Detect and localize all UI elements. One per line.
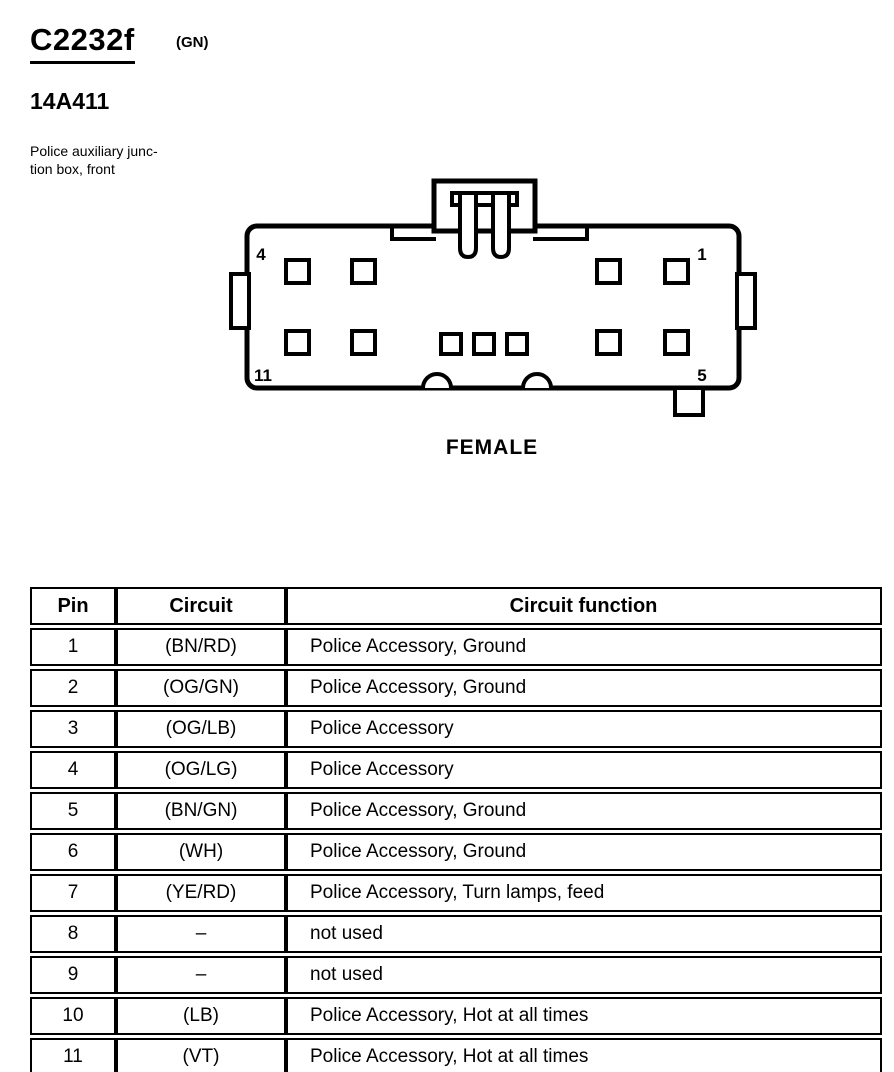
table-header-row: [30, 587, 882, 625]
pin-cavity: [474, 334, 494, 354]
pin-number-top-right: 1: [697, 245, 707, 264]
description-line-1: Police auxiliary junc-: [30, 143, 158, 159]
table-row: [30, 833, 882, 871]
pin-cell: 6: [30, 833, 116, 871]
circuit-cell: (BN/RD): [116, 628, 286, 666]
pin-cavity: [441, 334, 461, 354]
header-circuit-function: Circuit function: [286, 587, 882, 625]
bottom-right-tab: [675, 388, 703, 415]
table-row: [30, 997, 882, 1035]
circuit-function-cell: Police Accessory, Ground: [286, 628, 882, 666]
latch-prong-right: [493, 195, 509, 257]
circuit-cell: (VT): [116, 1038, 286, 1072]
circuit-function-cell: Police Accessory, Turn lamps, feed: [286, 874, 882, 912]
connector-description: [30, 142, 158, 178]
circuit-function-cell: Police Accessory, Ground: [286, 669, 882, 707]
pin-number-bottom-right: 5: [697, 366, 707, 385]
pin-cell: 4: [30, 751, 116, 789]
circuit-cell: (YE/RD): [116, 874, 286, 912]
pin-cell: 9: [30, 956, 116, 994]
description-line-2: tion box, front: [30, 161, 115, 177]
bottom-notch: [423, 374, 451, 388]
pin-cell: 2: [30, 669, 116, 707]
pin-cavity: [286, 260, 309, 283]
circuit-cell: (BN/GN): [116, 792, 286, 830]
table-row: [30, 956, 882, 994]
table-row: [30, 1038, 882, 1072]
circuit-cell: (LB): [116, 997, 286, 1035]
circuit-function-cell: Police Accessory, Hot at all times: [286, 1038, 882, 1072]
pin-cavity: [597, 260, 620, 283]
table-row: [30, 669, 882, 707]
circuit-function-cell: Police Accessory, Hot at all times: [286, 997, 882, 1035]
pin-cavity: [597, 331, 620, 354]
circuit-function-cell: Police Accessory, Ground: [286, 792, 882, 830]
pin-cell: 7: [30, 874, 116, 912]
pinout-table: [30, 584, 882, 1072]
pin-cavity: [352, 331, 375, 354]
pin-cavity: [665, 260, 688, 283]
left-side-tab: [231, 274, 249, 328]
circuit-function-cell: Police Accessory, Ground: [286, 833, 882, 871]
latch-prong-left: [460, 195, 476, 257]
pin-cavity: [665, 331, 688, 354]
pin-cell: 10: [30, 997, 116, 1035]
circuit-cell: (OG/LG): [116, 751, 286, 789]
pin-number-bottom-left: 11: [254, 366, 272, 385]
pin-number-top-left: 4: [256, 245, 266, 264]
header-pin: Pin: [30, 587, 116, 625]
table-row: [30, 792, 882, 830]
part-number: 14A411: [30, 88, 110, 114]
table-row: [30, 874, 882, 912]
pin-cavity: [286, 331, 309, 354]
bottom-notch: [523, 374, 551, 388]
pin-cell: 5: [30, 792, 116, 830]
circuit-function-cell: not used: [286, 915, 882, 953]
circuit-cell: (WH): [116, 833, 286, 871]
circuit-cell: –: [116, 956, 286, 994]
pin-cavity: [352, 260, 375, 283]
circuit-cell: (OG/LB): [116, 710, 286, 748]
pin-cavity: [507, 334, 527, 354]
circuit-function-cell: Police Accessory: [286, 751, 882, 789]
connector-diagram: [212, 178, 772, 423]
circuit-cell: (OG/GN): [116, 669, 286, 707]
connector-id-title: C2232f: [30, 22, 135, 64]
header-circuit: Circuit: [116, 587, 286, 625]
circuit-cell: –: [116, 915, 286, 953]
table-row: [30, 710, 882, 748]
circuit-function-cell: not used: [286, 956, 882, 994]
right-side-tab: [737, 274, 755, 328]
table-row: [30, 628, 882, 666]
pin-cell: 11: [30, 1038, 116, 1072]
table-row: [30, 915, 882, 953]
table-row: [30, 751, 882, 789]
pin-cell: 3: [30, 710, 116, 748]
pin-cell: 8: [30, 915, 116, 953]
pin-cell: 1: [30, 628, 116, 666]
connector-color-code: (GN): [176, 34, 209, 51]
connector-gender-label: FEMALE: [445, 436, 539, 459]
circuit-function-cell: Police Accessory: [286, 710, 882, 748]
